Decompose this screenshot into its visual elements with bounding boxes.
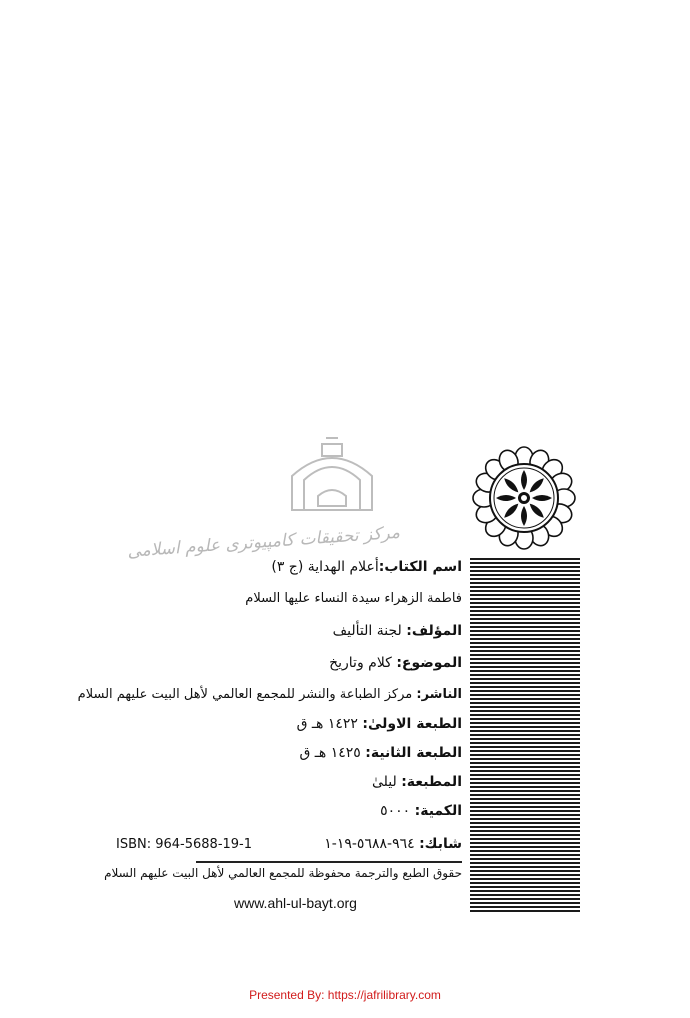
ornament-emblem bbox=[468, 446, 580, 550]
book-subtitle: فاطمة الزهراء سيدة النساء عليها السلام bbox=[245, 591, 462, 606]
isbn-latin: ISBN: 964-5688-19-1 bbox=[116, 837, 253, 852]
separator-line bbox=[196, 861, 462, 863]
second-edition-value: ١٤٢٥ هـ ق bbox=[299, 745, 361, 761]
isbn-arabic-value: ٩٦٤-٥٦٨٨-١٩-١ bbox=[324, 836, 415, 852]
book-name-value: أعلام الهداية (ج ٣) bbox=[271, 559, 379, 575]
subject-line bbox=[329, 654, 462, 672]
publisher-line bbox=[78, 686, 462, 704]
printer-line bbox=[372, 773, 462, 791]
watermark-script: مرکز تحقیقات کامپیوتری علوم اسلامی bbox=[126, 522, 401, 562]
striped-column bbox=[470, 558, 580, 912]
first-edition-label: الطبعة الاولىٰ: bbox=[362, 716, 462, 732]
isbn-arabic-label: شابك: bbox=[419, 836, 462, 852]
subject-value: كلام وتاريخ bbox=[329, 655, 392, 671]
publisher-label: الناشر: bbox=[416, 687, 462, 702]
printer-value: ليلىٰ bbox=[371, 774, 397, 790]
first-edition-value: ١٤٢٢ هـ ق bbox=[296, 716, 358, 732]
publisher-value: مركز الطباعة والنشر للمجمع العالمي لأهل البيت عليهم السلام bbox=[77, 687, 413, 702]
author-value: لجنة التأليف bbox=[332, 623, 402, 639]
second-edition-label: الطبعة الثانية: bbox=[365, 745, 462, 761]
author-line bbox=[333, 622, 462, 640]
quantity-value: ٥٠٠٠ bbox=[380, 803, 411, 819]
quantity-label: الكمية: bbox=[414, 803, 462, 819]
watermark-logo bbox=[282, 436, 382, 520]
author-label: المؤلف: bbox=[406, 623, 462, 639]
isbn-arabic-line bbox=[324, 835, 462, 853]
footer-presented-by[interactable]: Presented By: https://jafrilibrary.com bbox=[249, 988, 441, 1002]
second-edition-line bbox=[299, 744, 462, 762]
printer-label: المطبعة: bbox=[401, 774, 462, 790]
website-link[interactable]: www.ahl-ul-bayt.org bbox=[234, 895, 357, 911]
book-name-line bbox=[271, 558, 462, 576]
quantity-line bbox=[380, 802, 462, 820]
subject-label: الموضوع: bbox=[396, 655, 462, 671]
book-name-label: اسم الكتاب: bbox=[378, 559, 462, 575]
first-edition-line bbox=[297, 715, 462, 733]
rights-notice: حقوق الطبع والترجمة محفوظة للمجمع العالمي لأهل البيت عليهم السلام bbox=[104, 866, 462, 880]
